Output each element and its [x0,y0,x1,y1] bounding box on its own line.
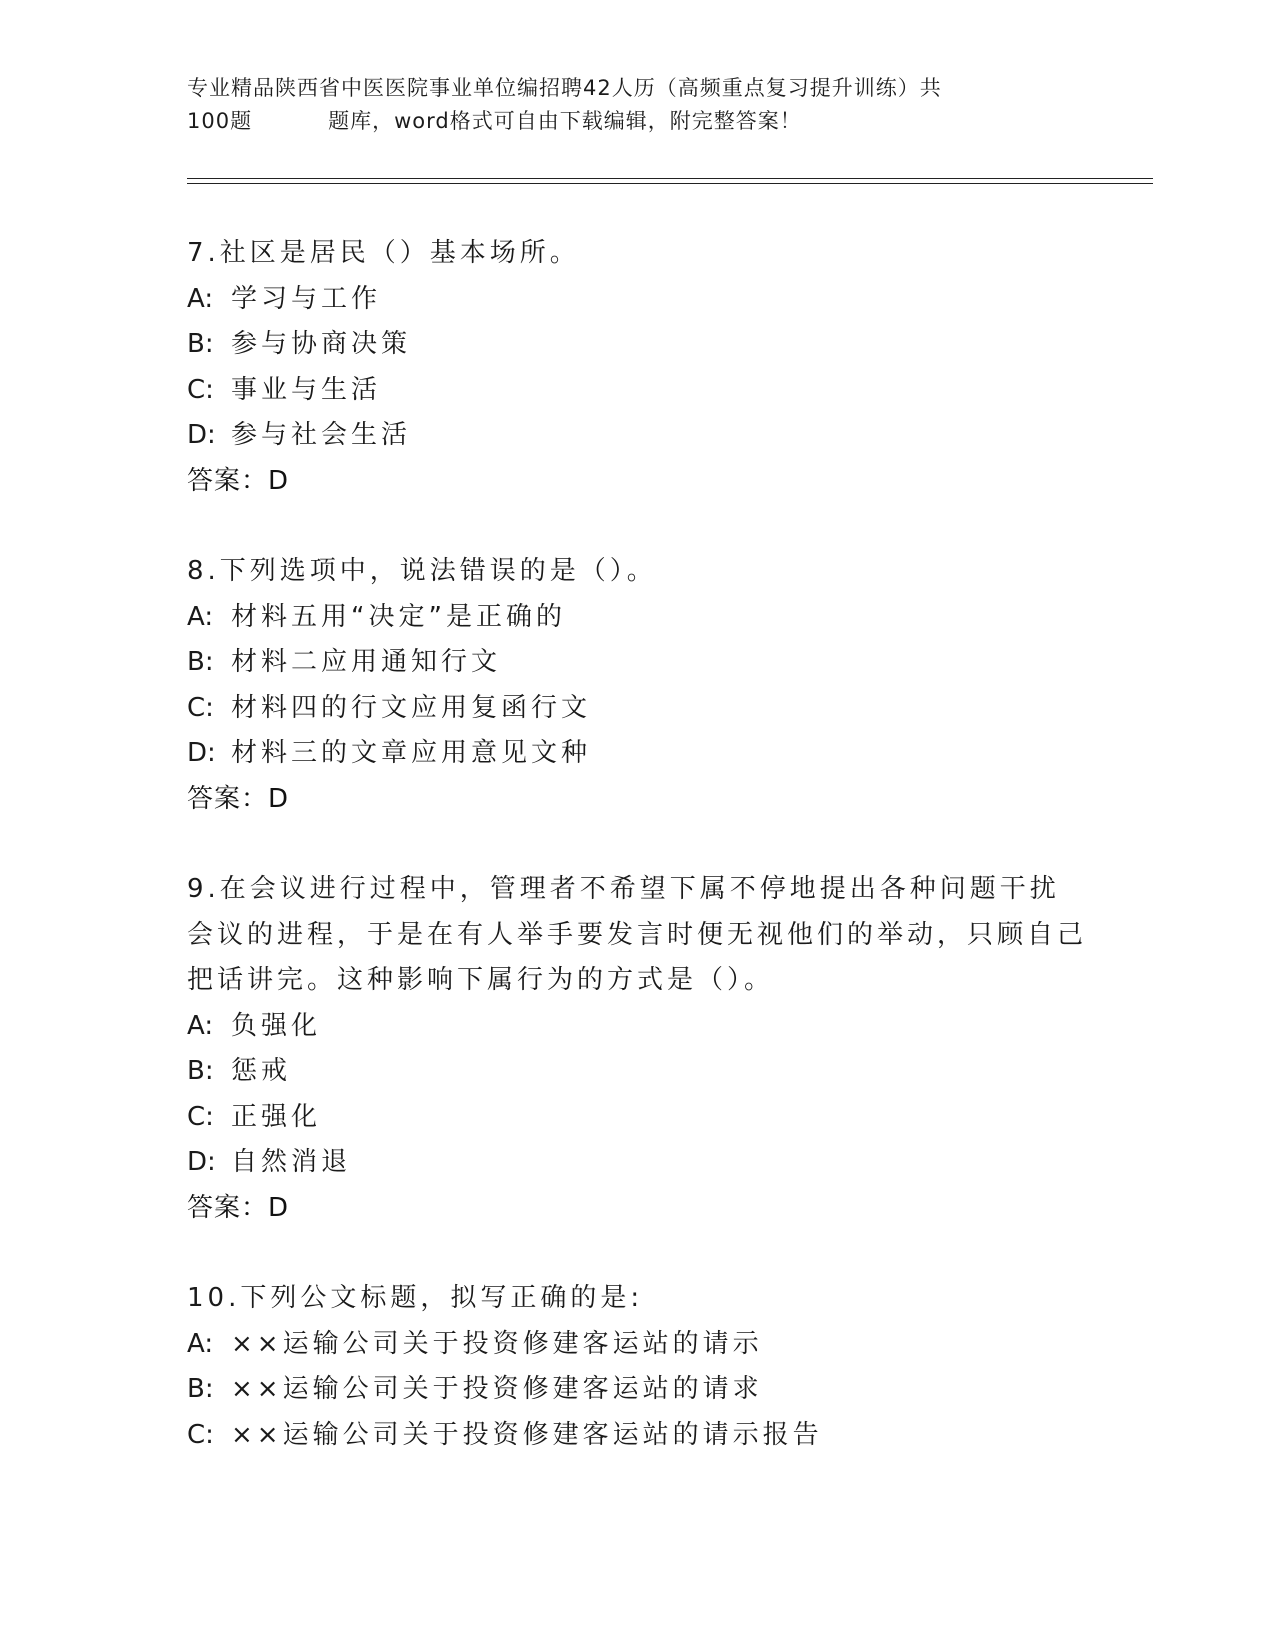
option-text: ××运输公司关于投资修建客运站的请示报告 [231,1419,823,1450]
option-letter: A: [187,1010,214,1041]
option-a [187,277,1087,323]
header-title-line2 [187,105,1067,138]
option-letter: A: [187,1328,214,1359]
option-letter: C: [187,1101,214,1132]
question-text: 9.在会议进行过程中，管理者不希望下属不停地提出各种问题干扰会议的进程，于是在有人举手要发言时便无视他们的举动，只顾自己把话讲完。这种影响下属行为的方式是（）。 [187,874,1088,995]
option-d [187,413,1087,459]
option-c [187,368,1087,414]
header-divider-top [187,178,1153,179]
option-d [187,731,1087,777]
question-7 [187,231,1087,504]
option-letter: D: [187,738,216,768]
question-text: 7.社区是居民（）基本场所。 [187,238,580,268]
option-letter: B: [187,1374,214,1404]
option-letter: B: [187,1056,214,1086]
question-list [187,231,1087,1503]
option-text: ××运输公司关于投资修建客运站的请示 [231,1328,763,1359]
document-header [187,72,1067,138]
option-text: 参与协商决策 [231,329,412,359]
header-divider-bottom [187,183,1153,184]
option-text: 材料三的文章应用意见文种 [231,738,592,768]
option-a [187,1322,1087,1368]
option-d [187,1140,1087,1186]
option-letter: D: [187,1147,216,1177]
header-description: 题库，word格式可自由下载编辑，附完整答案！ [328,109,802,133]
option-b [187,640,1087,686]
answer-text: 答案：D [187,465,290,496]
option-text: 事业与生活 [231,374,382,405]
option-text: 材料四的行文应用复函行文 [231,692,592,723]
option-letter: A: [187,283,214,314]
option-b [187,1367,1087,1413]
answer-text: 答案：D [187,783,290,814]
option-text: 学习与工作 [231,283,382,314]
option-letter: B: [187,647,214,677]
option-text: 负强化 [231,1010,322,1041]
option-text: 参与社会生活 [231,420,412,450]
option-c [187,1095,1087,1141]
option-letter: D: [187,420,216,450]
question-text: 10.下列公文标题，拟写正确的是: [187,1283,644,1313]
option-a [187,595,1087,641]
question-9 [187,867,1087,1231]
option-c [187,1413,1087,1459]
question-text: 8.下列选项中，说法错误的是（）。 [187,556,657,586]
option-text: 材料二应用通知行文 [231,647,502,677]
header-title-line1: 专业精品陕西省中医医院事业单位编招聘42人历（高频重点复习提升训练）共 [187,76,942,100]
option-text: ××运输公司关于投资修建客运站的请求 [231,1374,763,1404]
option-a [187,1004,1087,1050]
option-letter: C: [187,692,214,723]
option-letter: C: [187,1419,214,1450]
option-text: 材料五用“决定”是正确的 [231,601,566,632]
option-b [187,322,1087,368]
option-text: 正强化 [231,1101,322,1132]
header-question-count: 100题 [187,109,253,133]
option-c [187,686,1087,732]
option-letter: A: [187,601,214,632]
option-text: 自然消退 [231,1147,352,1177]
option-letter: B: [187,329,214,359]
option-b [187,1049,1087,1095]
option-text: 惩戒 [231,1056,292,1086]
answer-text: 答案：D [187,1192,290,1223]
question-10 [187,1276,1087,1458]
question-8 [187,549,1087,822]
option-letter: C: [187,374,214,405]
